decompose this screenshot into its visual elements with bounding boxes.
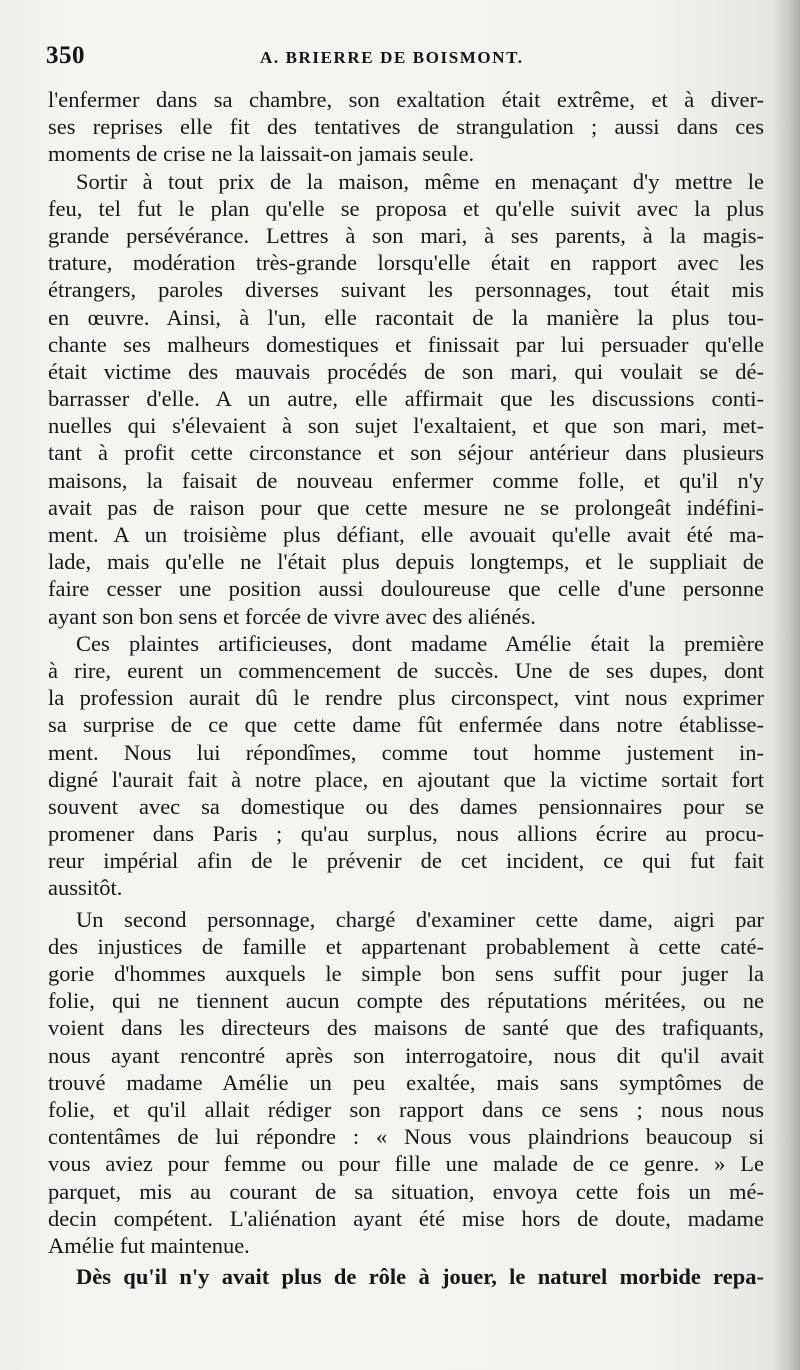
text-line: tant à profit cette circonstance et son séjour antérieur dans plusieurs	[48, 440, 764, 466]
text-line: sa surprise de ce que cette dame fût enfermée dans notre établisse-	[48, 712, 764, 738]
text-line: la profession aurait dû le rendre plus circonspect, vint nous exprimer	[48, 685, 764, 711]
text-line: Amélie fut maintenue.	[48, 1232, 250, 1258]
text-line: étrangers, paroles diverses suivant les personnages, tout était mis	[48, 277, 764, 303]
text-line: l'enfermer dans sa chambre, son exaltation était extrême, et à diver-	[48, 87, 764, 112]
body-text	[48, 86, 764, 1290]
text-line: ses reprises elle fit des tentatives de strangulation ; aussi dans ces	[48, 114, 764, 140]
text-line: des injustices de famille et appartenant probablement à cette caté-	[48, 933, 764, 959]
text-line: en œuvre. Ainsi, à l'un, elle racontait de la manière la plus tou-	[48, 304, 764, 330]
text-line: decin compétent. L'aliénation ayant été mise hors de doute, madame	[48, 1205, 764, 1231]
text-line: trature, modération très-grande lorsqu'elle était en rapport avec les	[48, 250, 764, 276]
text-line: vous aviez pour femme ou pour fille une malade de ce genre. » Le	[48, 1151, 764, 1177]
text-line: feu, tel fut le plan qu'elle se proposa et qu'elle suivit avec la plus	[48, 195, 764, 221]
text-line: gorie d'hommes auxquels le simple bon sens suffit pour juger la	[48, 961, 764, 986]
text-line: voient dans les directeurs des maisons de santé que des trafiquants,	[48, 1015, 764, 1041]
text-line: nuelles qui s'élevaient à son sujet l'exaltaient, et que son mari, met-	[48, 413, 764, 439]
text-line: souvent avec sa domestique ou des dames pensionnaires pour se	[48, 793, 764, 819]
text-line: grande persévérance. Lettres à son mari, à ses parents, à la magis-	[48, 222, 764, 248]
text-line: maisons, la faisait de nouveau enfermer comme folle, et qu'il n'y	[48, 467, 764, 493]
text-line: ment. Nous lui répondîmes, comme tout homme justement in-	[48, 739, 764, 765]
text-line: ment. A un troisième plus défiant, elle avouait qu'elle avait été ma-	[48, 522, 764, 547]
text-line: moments de crise ne la laissait-on jamais seule.	[48, 141, 475, 167]
text-line: folie, qui ne tiennent aucun compte des réputations méritées, ou ne	[48, 988, 764, 1014]
text-line: était victime des mauvais procédés de son mari, qui voulait se dé-	[48, 358, 764, 384]
running-head	[46, 40, 746, 80]
text-line: promener dans Paris ; qu'au surplus, nous allions écrire au procu-	[48, 821, 764, 847]
text-line: chante ses malheurs domestiques et finissait par lui persuader qu'elle	[48, 331, 764, 357]
running-title: A. BRIERRE DE BOISMONT.	[260, 48, 524, 67]
text-line: folie, et qu'il allait rédiger son rapport dans ce sens ; nous nous	[48, 1096, 764, 1122]
text-line: lade, mais qu'elle ne l'était plus depuis longtemps, et le suppliait de	[48, 549, 764, 575]
text-line: Sortir à tout prix de la maison, même en menaçant d'y mettre le	[76, 168, 764, 194]
page-number: 350	[46, 42, 85, 69]
text-line: ayant son bon sens et forcée de vivre avec des aliénés.	[48, 603, 536, 629]
text-line: reur impérial afin de le prévenir de cet incident, ce qui fut fait	[48, 848, 764, 874]
text-line: Dès qu'il n'y avait plus de rôle à jouer, le naturel morbide repa-	[76, 1264, 764, 1290]
text-line: à rire, eurent un commencement de succès. Une de ses dupes, dont	[48, 657, 764, 683]
page-edge-shadow	[774, 0, 800, 1370]
text-line: trouvé madame Amélie un peu exaltée, mais sans symptômes de	[48, 1069, 764, 1095]
text-line: Ces plaintes artificieuses, dont madame Amélie était la première	[76, 630, 764, 656]
text-line: digné l'aurait fait à notre place, en ajoutant que la victime sortait fort	[48, 766, 764, 792]
text-line: parquet, mis au courant de sa situation, envoya cette fois un mé-	[48, 1178, 764, 1204]
text-line: barrasser d'elle. A un autre, elle affirmait que les discussions conti-	[48, 386, 764, 412]
text-line: avait pas de raison pour que cette mesure ne se prolongeât indéfini-	[48, 494, 764, 520]
text-line: Un second personnage, chargé d'examiner cette dame, aigri par	[76, 906, 764, 932]
text-line: faire cesser une position aussi douloureuse que celle d'une personne	[48, 576, 764, 602]
text-line: aussitôt.	[48, 875, 123, 901]
text-line: nous ayant rencontré après son interrogatoire, nous dit qu'il avait	[48, 1042, 764, 1068]
text-line: contentâmes de lui répondre : « Nous vous plaindrions beaucoup si	[48, 1124, 764, 1150]
